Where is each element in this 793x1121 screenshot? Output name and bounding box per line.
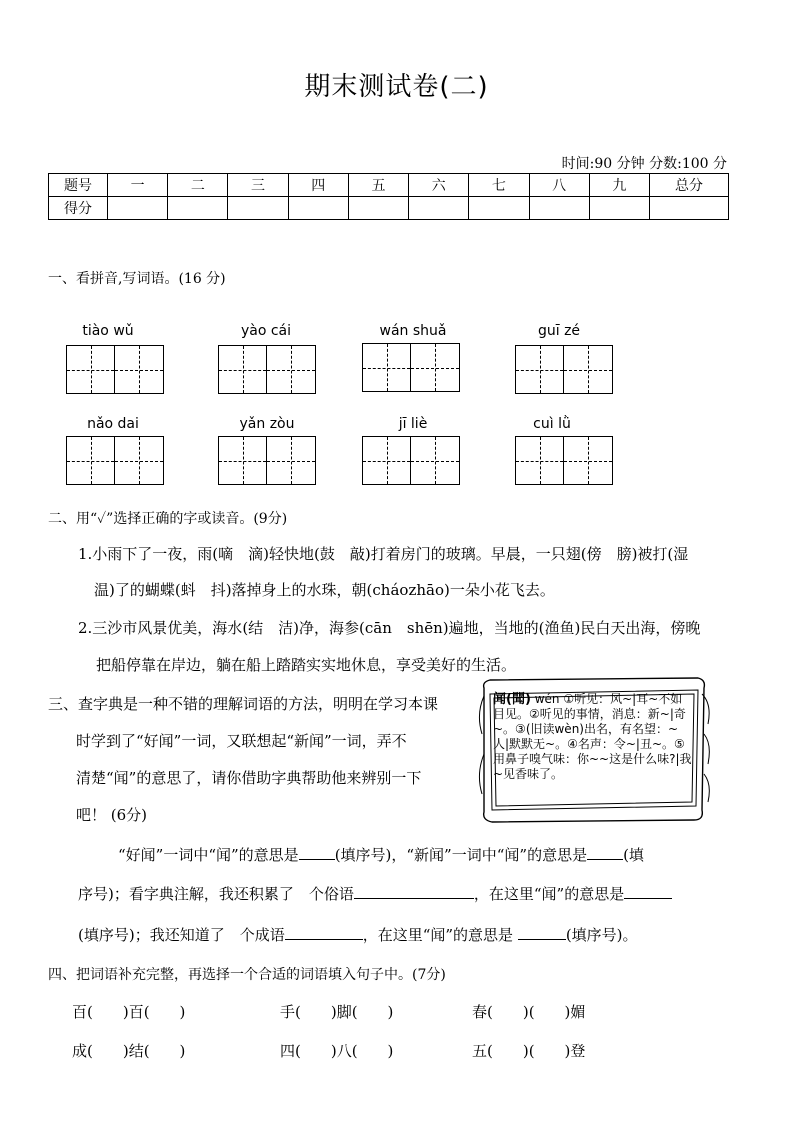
answer-blank[interactable] <box>624 884 672 899</box>
score-table <box>48 173 729 220</box>
question-text: 把船停靠在岸边，躺在船上踏踏实实地休息，享受美好的生活。 <box>96 656 517 674</box>
text-run: (填序号)。 <box>565 926 638 944</box>
answer-blank[interactable] <box>285 925 363 940</box>
table-cell: 题号 <box>49 174 108 197</box>
idiom-item[interactable]: 百( )百( ) <box>72 1003 186 1021</box>
writing-grid[interactable] <box>66 436 164 485</box>
page-title: 期末测试卷(二) <box>304 72 489 102</box>
pinyin-label: tiào wǔ <box>82 323 134 339</box>
section4-heading: 四、把词语补充完整，再选择一个合适的词语填入句子中。(7分) <box>48 967 446 983</box>
pinyin-label: wán shuǎ <box>379 323 447 339</box>
table-cell: 五 <box>348 174 408 197</box>
score-input-cell[interactable] <box>650 197 729 220</box>
writing-grid[interactable] <box>218 345 316 394</box>
text-run: (填序号)，“新闻”一词中“闻”的意思是 <box>334 846 588 864</box>
question-text <box>78 884 672 904</box>
score-input-cell[interactable] <box>168 197 228 220</box>
writing-grid[interactable] <box>66 345 164 394</box>
idiom-item[interactable]: 手( )脚( ) <box>280 1003 394 1021</box>
answer-blank[interactable] <box>518 925 566 940</box>
writing-grid[interactable] <box>515 345 613 394</box>
score-input-cell[interactable] <box>108 197 168 220</box>
pinyin-label: cuì lǜ <box>533 416 571 432</box>
text-run: (填序号)；我还知道了 个成语 <box>78 926 285 944</box>
score-input-cell[interactable] <box>529 197 589 220</box>
text-run: ，在这里“闻”的意思是 <box>473 885 625 903</box>
section3-heading: 三、查字典是一种不错的理解词语的方法，明明在学习本课 <box>48 695 439 713</box>
idiom-item[interactable]: 春( )( )媚 <box>472 1003 586 1021</box>
score-input-cell[interactable] <box>589 197 649 220</box>
dictionary-entry <box>493 692 693 782</box>
table-cell: 九 <box>589 174 649 197</box>
pinyin-label: jī liè <box>398 416 428 432</box>
table-cell: 三 <box>228 174 288 197</box>
section1-heading: 一、看拼音,写词语。(16 分) <box>48 271 226 287</box>
pinyin-label: guī zé <box>537 323 581 339</box>
score-input-cell[interactable] <box>288 197 348 220</box>
score-table-header-row <box>49 174 729 197</box>
writing-grid[interactable] <box>515 436 613 485</box>
idiom-item[interactable]: 五( )( )登 <box>472 1042 586 1060</box>
table-cell: 得分 <box>49 197 108 220</box>
answer-blank[interactable] <box>354 884 474 899</box>
time-info: 时间:90 分钟 分数:100 分 <box>561 156 727 172</box>
score-input-cell[interactable] <box>469 197 529 220</box>
score-input-cell[interactable] <box>228 197 288 220</box>
table-cell: 总分 <box>650 174 729 197</box>
table-cell: 六 <box>409 174 469 197</box>
writing-grid[interactable] <box>218 436 316 485</box>
score-table-score-row <box>49 197 729 220</box>
dictionary-headword: 闻(聞) <box>493 692 531 707</box>
table-cell: 二 <box>168 174 228 197</box>
section2-heading: 二、用“✓”选择正确的字或读音。(9分) <box>48 511 288 527</box>
question-text: 清楚“闻”的意思了，请你借助字典帮助他来辨别一下 <box>76 769 422 787</box>
text-run: (填 <box>623 846 644 864</box>
question-text <box>118 845 644 865</box>
dictionary-definition: wén ①听见：风~|耳~不如目见。②听见的事情，消息：新~|奇~。③(旧读wèn)出名，有名望：~人|默默无~。④名声：令~|丑~。⑤用鼻子嗅气味：你~~这是什么味?|我~见香味了。 <box>493 692 692 781</box>
question-text: 2.三沙市风景优美，海水(结 洁)净，海参(cān shēn)遍地，当地的(渔鱼)民白天出海，傍晚 <box>78 619 701 637</box>
idiom-item[interactable]: 四( )八( ) <box>280 1042 394 1060</box>
table-cell: 八 <box>529 174 589 197</box>
question-text: 吧！ (6分) <box>76 806 148 824</box>
question-text: 温)了的蝴蝶(蚪 抖)落掉身上的水珠，朝(cháozhāo)一朵小花飞去。 <box>94 581 555 599</box>
question-text: 时学到了“好闻”一词，又联想起“新闻”一词，弄不 <box>76 732 407 750</box>
text-run: “好闻”一词中“闻”的意思是 <box>118 846 299 864</box>
answer-blank[interactable] <box>587 845 623 860</box>
pinyin-label: yǎn zòu <box>239 416 295 432</box>
idiom-item[interactable]: 成( )结( ) <box>72 1042 186 1060</box>
question-text: 1.小雨下了一夜，雨(嘀 滴)轻快地(鼓 敲)打着房门的玻璃。早晨，一只翅(傍 膀)被打(湿 <box>78 545 689 563</box>
table-cell: 四 <box>288 174 348 197</box>
answer-blank[interactable] <box>299 845 335 860</box>
text-run: 序号)；看字典注解，我还积累了 个俗语 <box>78 885 354 903</box>
score-input-cell[interactable] <box>409 197 469 220</box>
question-text <box>78 925 638 945</box>
pinyin-label: yào cái <box>240 323 292 339</box>
writing-grid[interactable] <box>362 436 460 485</box>
text-run: ，在这里“闻”的意思是 <box>362 926 518 944</box>
writing-grid[interactable] <box>362 343 460 392</box>
score-input-cell[interactable] <box>348 197 408 220</box>
table-cell: 一 <box>108 174 168 197</box>
table-cell: 七 <box>469 174 529 197</box>
pinyin-label: nǎo dai <box>87 416 139 432</box>
